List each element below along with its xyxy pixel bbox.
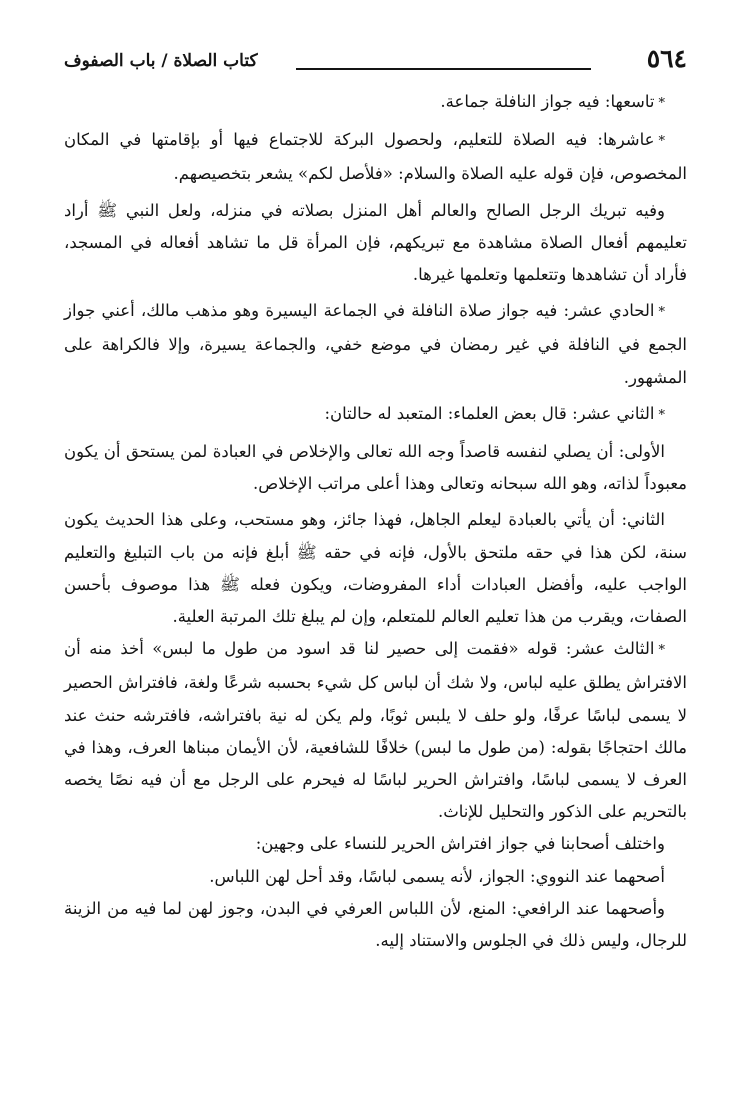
- paragraph-text: فيه جواز صلاة النافلة في الجماعة اليسيرة وهو مذهب مالك، أعني جواز الجمع في النافلة في غير رمضان في موضع خفي، والجماعة يسيرة، وإلا فالكراهة على المشهور.: [64, 301, 687, 387]
- paragraph-text: فيه جواز النافلة جماعة.: [440, 92, 605, 111]
- paragraph-lead: الثاني عشر:: [572, 403, 655, 423]
- paragraph-nawawi: [64, 861, 687, 893]
- paragraph-text: وأصحهما عند الرافعي: المنع، لأن اللباس العرفي في البدن، وجوز لهن لما فيه من الزينة للرجال، وليس ذلك في الجلوس والاستناد إليه.: [64, 898, 687, 951]
- bullet-star: *: [658, 407, 665, 423]
- paragraph-text: أن يأتي بالعبادة ليعلم الجاهل، فهذا جائز، وهو مستحب، وعلى هذا الحديث يكون سنة، لكن هذا في حقه ملتحق بالأول، فإنه في حقه ﷺ أبلغ فإنه من باب التبليغ والتعليم الواجب عليه، وأفضل العبادات أداء المفروضات، ويكون فعله ﷺ هذا موصوف بأحسن الصفات، ويقرب من هذا تعليم العالم للمتعلم، وإن لم يبلغ تلك المرتبة العلية.: [64, 510, 687, 627]
- paragraph-lead: الأولى:: [618, 442, 665, 462]
- paragraph-lead: الحادي عشر:: [563, 301, 655, 321]
- paragraph-lead: الثالث عشر:: [565, 639, 655, 659]
- page-header: [64, 44, 687, 78]
- paragraph-lead: تاسعها:: [604, 92, 655, 111]
- paragraph-text: وفيه تبريك الرجل الصالح والعالم أهل المنزل بصلاته في منزله، ولعل النبي ﷺ أراد تعليمهم أفعال الصلاة مشاهدة مع تبريكهم، فإن المرأة قل ما تشاهد أفعاله في المسجد، فأراد أن تشاهدها وتتعلمها وتعلمها غيرها.: [64, 200, 687, 285]
- bullet-star: *: [658, 643, 665, 659]
- paragraph-text: أصحهما عند النووي: الجواز، لأنه يسمى لباسًا، وقد أحل لهن اللباس.: [209, 866, 665, 886]
- paragraph-second-state: [64, 504, 687, 633]
- running-title: كتاب الصلاة / باب الصفوف: [64, 51, 258, 71]
- paragraph-text: قوله «فقمت إلى حصير لنا قد اسود من طول ما لبس» أخذ منه أن الافتراش يطلق عليه لباس، ولا شك أن لباس كل شيء بحسبه شرعًا ولغة، فافتراش الحصير لا يسمى لباسًا عرفًا، ولو حلف لا يلبس ثوبًا، ولم يكن له نية بافتراشه، فافترشه حنث عند مالك احتجاجًا بقوله: (من طول ما لبس) خلافًا للشافعية، لأن الأيمان مبناها العرف، وهذا في العرف لا يسمى لباسًا، وافتراش الحرير لباسًا له فيحرم على الرجل مع أن فيه نصًا يخصه بالتحريم على الذكور والتحليل للإناث.: [64, 639, 687, 822]
- paragraph-rafii: [64, 893, 687, 957]
- paragraph-lead: عاشرها:: [597, 130, 655, 150]
- paragraph-text: أن يصلي لنفسه قاصداً وجه الله تعالى والإخلاص في العبادة لمن يستحق أن يكون معبوداً لذاته، وهو الله سبحانه وتعالى وهذا أعلى مراتب الإخلاص.: [64, 442, 687, 494]
- paragraph-text: فيه الصلاة للتعليم، ولحصول البركة للاجتماع فيها أو بإقامتها في المكان المخصوص، فإن قوله عليه الصلاة والسلام: «فلأصل لكم» يشعر بتخصيصهم.: [64, 130, 687, 184]
- paragraph-ninth: [64, 86, 687, 120]
- paragraph-twelfth: [64, 398, 687, 432]
- paragraph-text: قال بعض العلماء: المتعبد له حالتان:: [324, 403, 573, 423]
- paragraph-text: واختلف أصحابنا في جواز افتراش الحرير للنساء على وجهين:: [255, 834, 665, 854]
- paragraph-disagreement: [64, 828, 687, 860]
- body-text: [64, 86, 687, 957]
- paragraph-thirteenth: [64, 633, 687, 828]
- paragraph-first-state: [64, 436, 687, 500]
- paragraph-lead: الثاني:: [621, 510, 665, 530]
- paragraph-blessing: [64, 195, 687, 292]
- bullet-star: *: [658, 96, 665, 111]
- paragraph-eleventh: [64, 295, 687, 394]
- page-number: ٥٦٤: [646, 44, 687, 73]
- bullet-star: *: [658, 305, 665, 321]
- paragraph-tenth: [64, 124, 687, 190]
- header-rule: [296, 68, 591, 70]
- bullet-star: *: [658, 134, 665, 150]
